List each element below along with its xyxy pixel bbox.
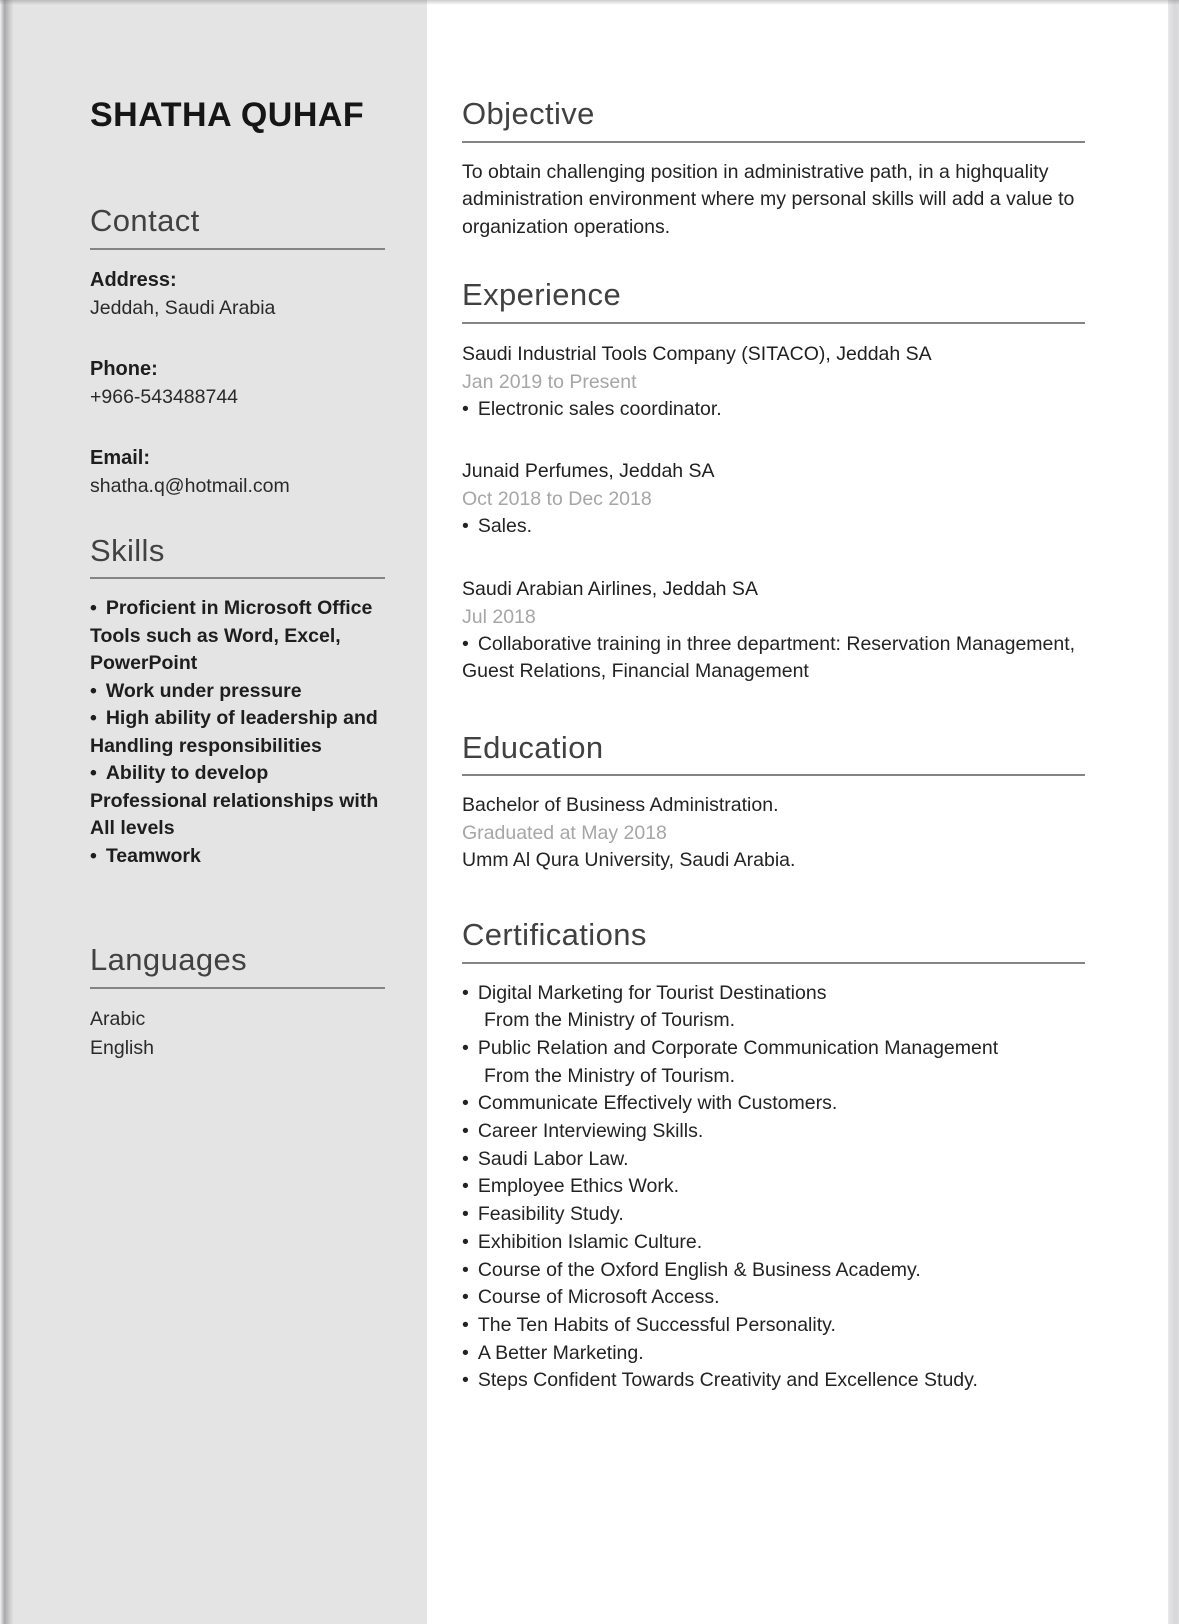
contact-section-title: Contact [90,203,385,250]
cert-text: • Public Relation and Corporate Communication Management [462,1035,1085,1063]
cert-item [462,1340,1085,1368]
cert-subline: From the Ministry of Tourism. [484,1064,736,1087]
field-value: shatha.q@hotmail.com [90,474,290,497]
main-column [427,0,1168,1624]
skill-item: • High ability of leadership and Handling responsibilities [90,705,385,760]
cert-item [462,1229,1085,1257]
cert-item [462,1173,1085,1201]
objective-section [462,96,1085,241]
education-dates: Graduated at May 2018 [462,821,667,844]
objective-text: To obtain challenging position in administrative path, in a highquality administration environment where my personal skills will add a value to organization operations. [462,160,1075,238]
cert-item [462,1118,1085,1146]
cert-item [462,1257,1085,1285]
page-left-edge [0,0,13,1624]
contact-field-address [90,266,385,322]
cert-item [462,1035,1085,1090]
cert-item [462,1312,1085,1340]
skills-section [90,533,385,871]
job-bullet: • Sales. [462,513,1085,541]
job-entry [462,340,1085,424]
cert-item [462,980,1085,1035]
cert-item [462,1201,1085,1229]
job-company: Saudi Arabian Airlines, Jeddah SA [462,577,758,600]
field-label: Phone: [90,357,158,380]
field-value: +966-543488744 [90,385,239,408]
cert-text: • Course of the Oxford English & Business Academy. [462,1257,1085,1285]
cert-text: • Exhibition Islamic Culture. [462,1229,1085,1257]
skills-section-title: Skills [90,533,385,580]
education-school: Umm Al Qura University, Saudi Arabia. [462,849,796,872]
language-item: English [90,1037,154,1060]
skill-item: • Work under pressure [90,678,385,706]
objective-section-title: Objective [462,96,1085,143]
experience-section [462,277,1085,686]
cert-item [462,1284,1085,1312]
cert-text: • Steps Confident Towards Creativity and Excellence Study. [462,1367,1085,1395]
person-name: SHATHA QUHAF [90,96,365,134]
job-dates: Oct 2018 to Dec 2018 [462,488,652,511]
certifications-section-title: Certifications [462,917,1085,964]
cert-text: • The Ten Habits of Successful Personality. [462,1312,1085,1340]
language-item: Arabic [90,1008,146,1031]
cert-item [462,1090,1085,1118]
contact-section [90,203,385,500]
cert-text: • Employee Ethics Work. [462,1173,1085,1201]
education-degree: Bachelor of Business Administration. [462,794,779,817]
skill-item: • Proficient in Microsoft Office Tools such as Word, Excel, PowerPoint [90,595,385,678]
education-section [462,730,1085,875]
cert-text: • Course of Microsoft Access. [462,1284,1085,1312]
contact-field-phone [90,355,385,411]
cert-text: • Feasibility Study. [462,1201,1085,1229]
skill-item: • Teamwork [90,843,385,871]
cert-item [462,1146,1085,1174]
certifications-section [462,917,1085,1395]
cert-text: • Communicate Effectively with Customers. [462,1090,1085,1118]
languages-section-title: Languages [90,942,385,989]
page-right-edge [1168,0,1179,1624]
cert-text: • A Better Marketing. [462,1340,1085,1368]
cert-text: • Digital Marketing for Tourist Destinations [462,980,1085,1008]
languages-section [90,942,385,1063]
job-dates: Jul 2018 [462,605,536,628]
job-entry [462,575,1085,686]
field-value: Jeddah, Saudi Arabia [90,296,276,319]
cert-item [462,1367,1085,1395]
cert-text: • Career Interviewing Skills. [462,1118,1085,1146]
cert-text: • Saudi Labor Law. [462,1146,1085,1174]
education-section-title: Education [462,730,1085,777]
job-company: Saudi Industrial Tools Company (SITACO), Jeddah SA [462,342,932,365]
sidebar [13,0,427,1624]
skill-item: • Ability to develop Professional relationships with All levels [90,760,385,843]
field-label: Address: [90,268,177,291]
contact-field-email [90,444,385,500]
experience-section-title: Experience [462,277,1085,324]
job-company: Junaid Perfumes, Jeddah SA [462,460,715,483]
job-bullet: • Collaborative training in three department: Reservation Management, Guest Relations, Financial Management [462,631,1085,686]
job-entry [462,457,1085,541]
job-dates: Jan 2019 to Present [462,370,637,393]
job-bullet: • Electronic sales coordinator. [462,396,1085,424]
cert-subline: From the Ministry of Tourism. [484,1009,736,1032]
field-label: Email: [90,446,151,469]
